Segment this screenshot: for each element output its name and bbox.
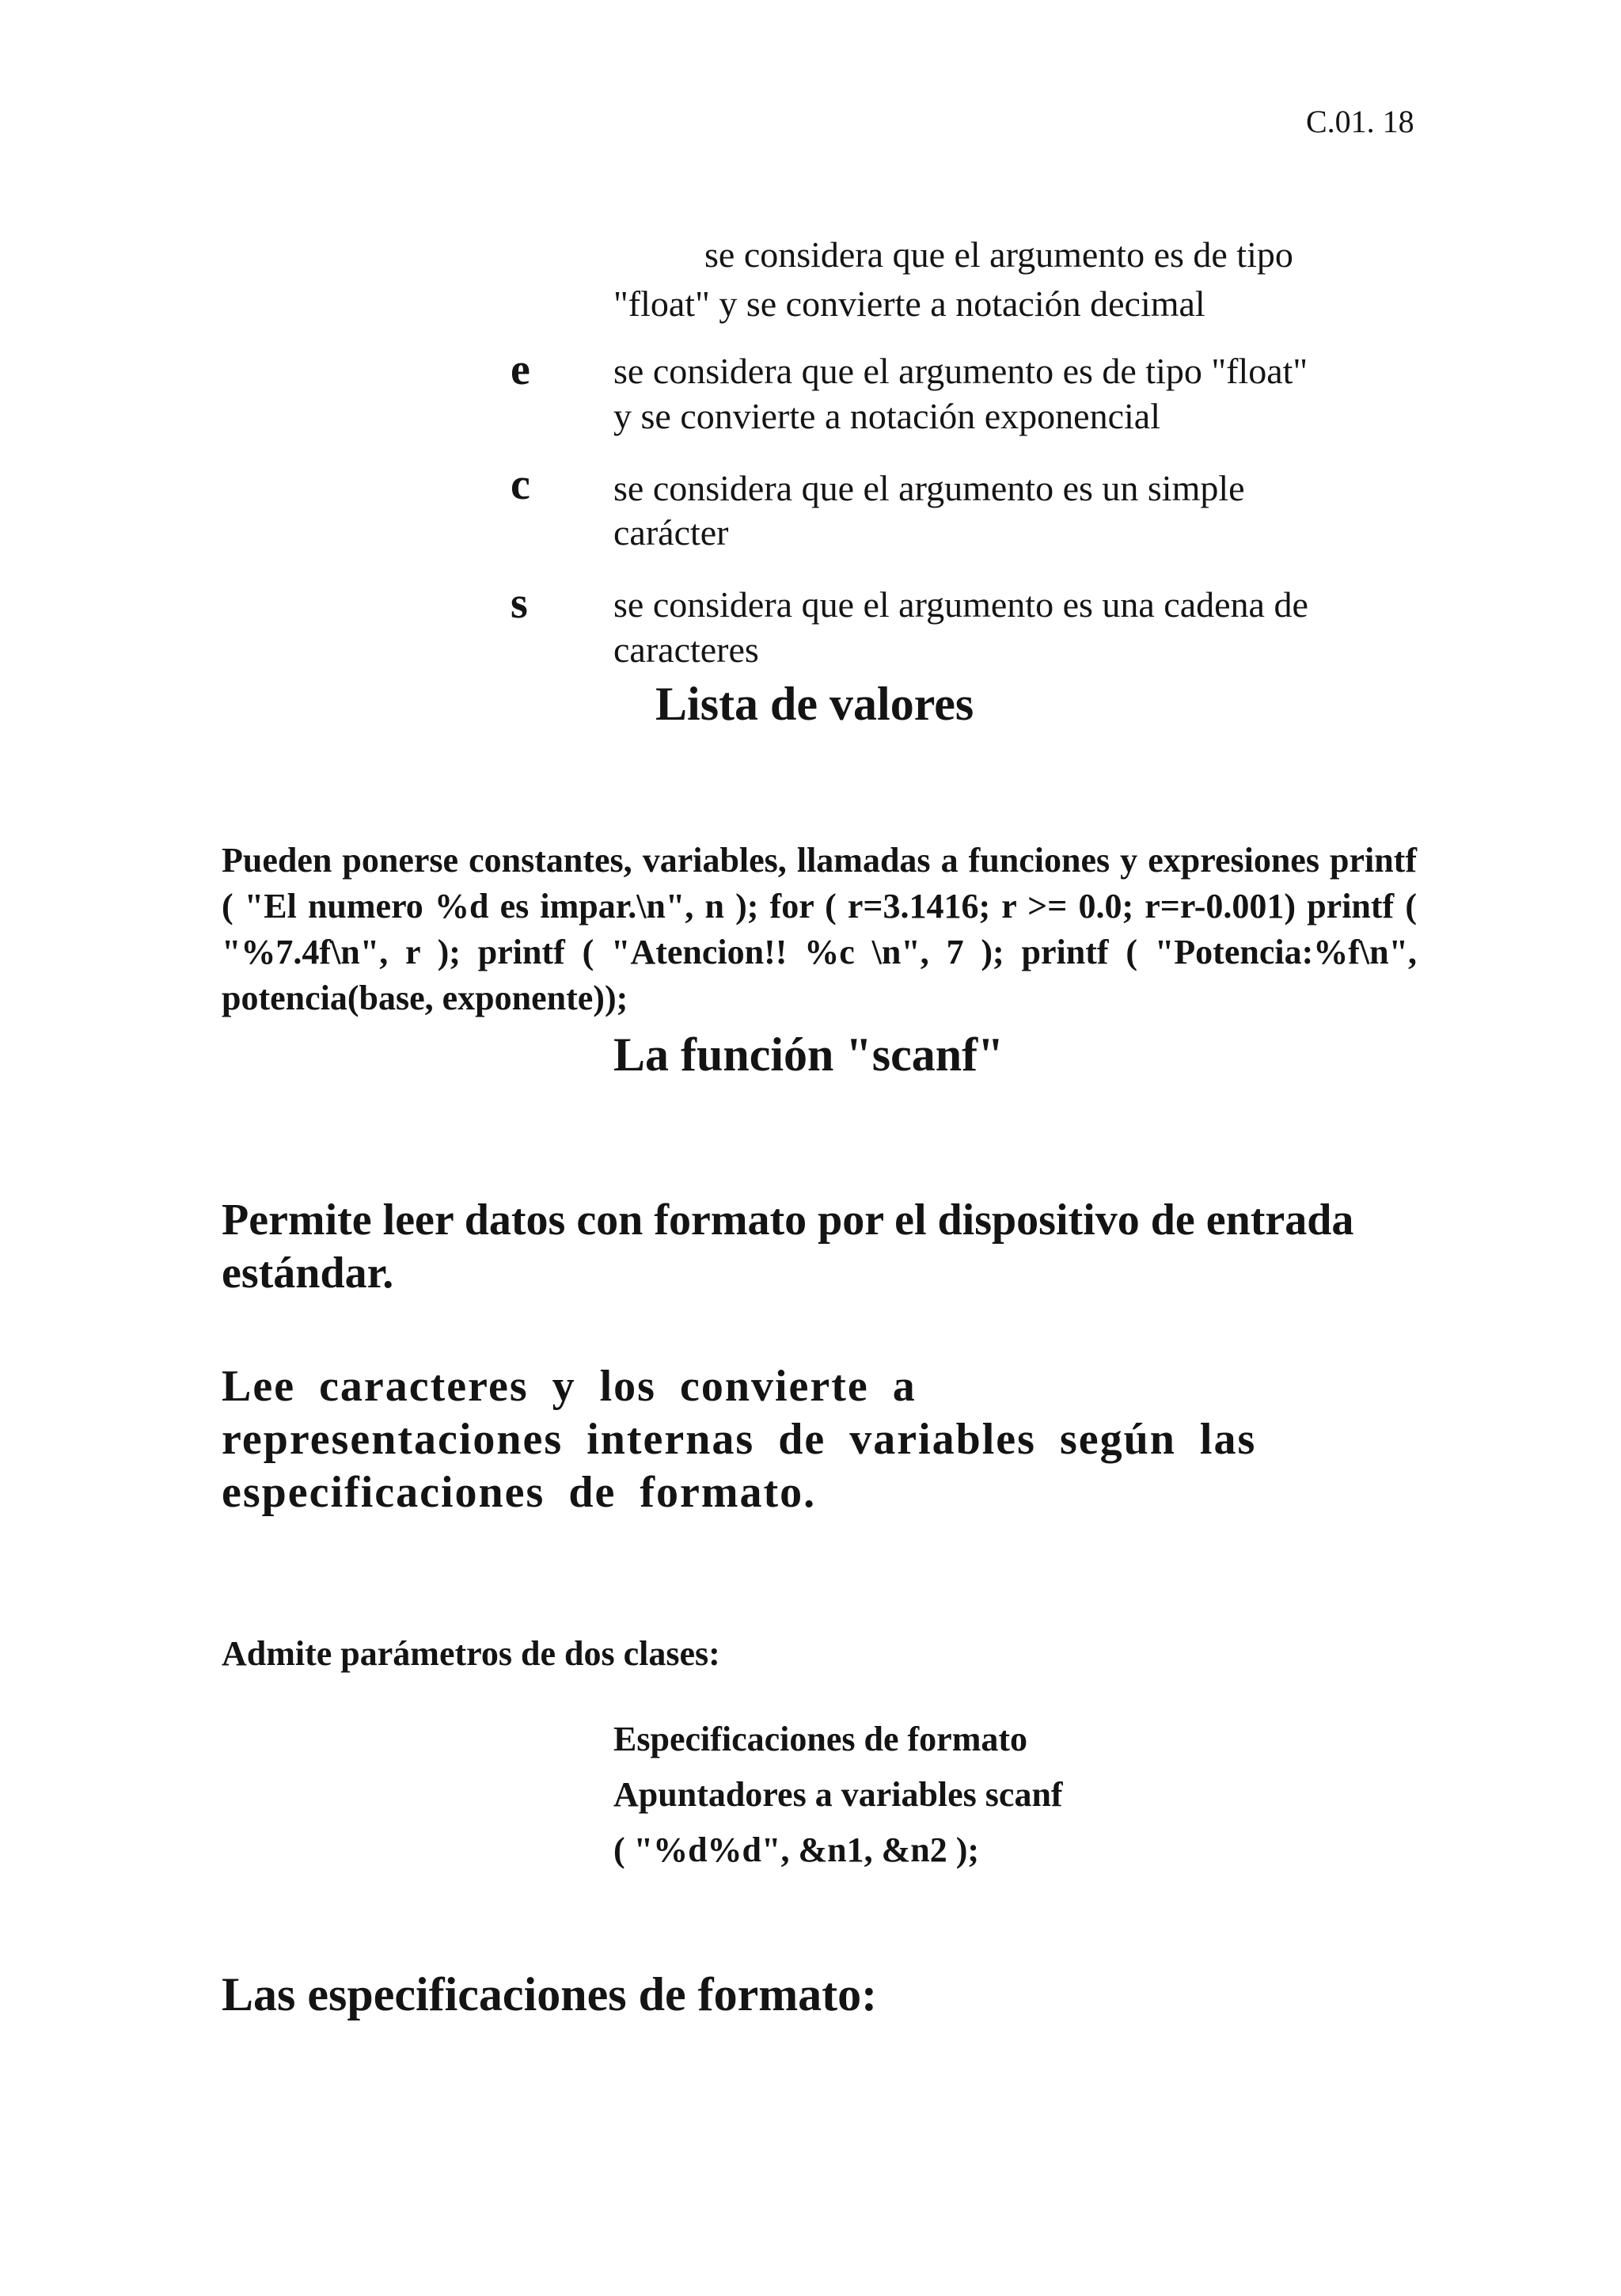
scanf-heading: La función "scanf" [613,1028,1004,1081]
spec-s-line-1: se considera que el argumento es una cadena de [613,584,1308,625]
lista-valores-text: Pueden ponerse constantes, variables, llamadas a funciones y expresiones printf ( "El numero %d es impar.\n", n ); for ( r=3.1416; r >= 0.0; r=r-0.001) printf ( "%7.4f\n", r ); printf ( "Atencion!! %c \n", 7 ); printf ( "Potencia:%f\n", potencia(base, exponente)); [222,841,1417,1017]
param-example: ( "%d%d", &n1, &n2 ); [613,1830,979,1869]
spec-letter-c: c [511,460,530,509]
spec-f-line-1: se considera que el argumento es de tipo [704,234,1293,275]
lista-valores-heading: Lista de valores [655,678,974,730]
spec-c-line-2: carácter [613,512,729,553]
spec-e-line-1: se considera que el argumento es de tipo "float" [613,351,1308,391]
format-specs-heading: Las especificaciones de formato: [222,1968,878,2020]
param-pointers: Apuntadores a variables scanf [613,1775,1063,1814]
param-format-specs: Especificaciones de formato [613,1720,1027,1758]
spec-e-line-2: y se convierte a notación exponencial [613,396,1160,436]
spec-c-line-1: se considera que el argumento es un simple [613,468,1245,508]
page-number: C.01. 18 [1306,104,1414,139]
params-list [613,1712,1063,1878]
scanf-paragraph-1: Permite leer datos con formato por el dispositivo de entrada estándar. [222,1196,1354,1298]
spec-letter-e: e [511,345,530,394]
spec-letter-s: s [511,579,528,628]
params-intro: Admite parámetros de dos clases: [222,1634,720,1673]
spec-s-line-2: caracteres [613,629,759,670]
spec-f-line-2: "float" y se convierte a notación decimal [613,283,1205,324]
scanf-paragraph-2: Lee caracteres y los convierte a representaciones internas de variables según las especificaciones de formato. [222,1362,1257,1517]
